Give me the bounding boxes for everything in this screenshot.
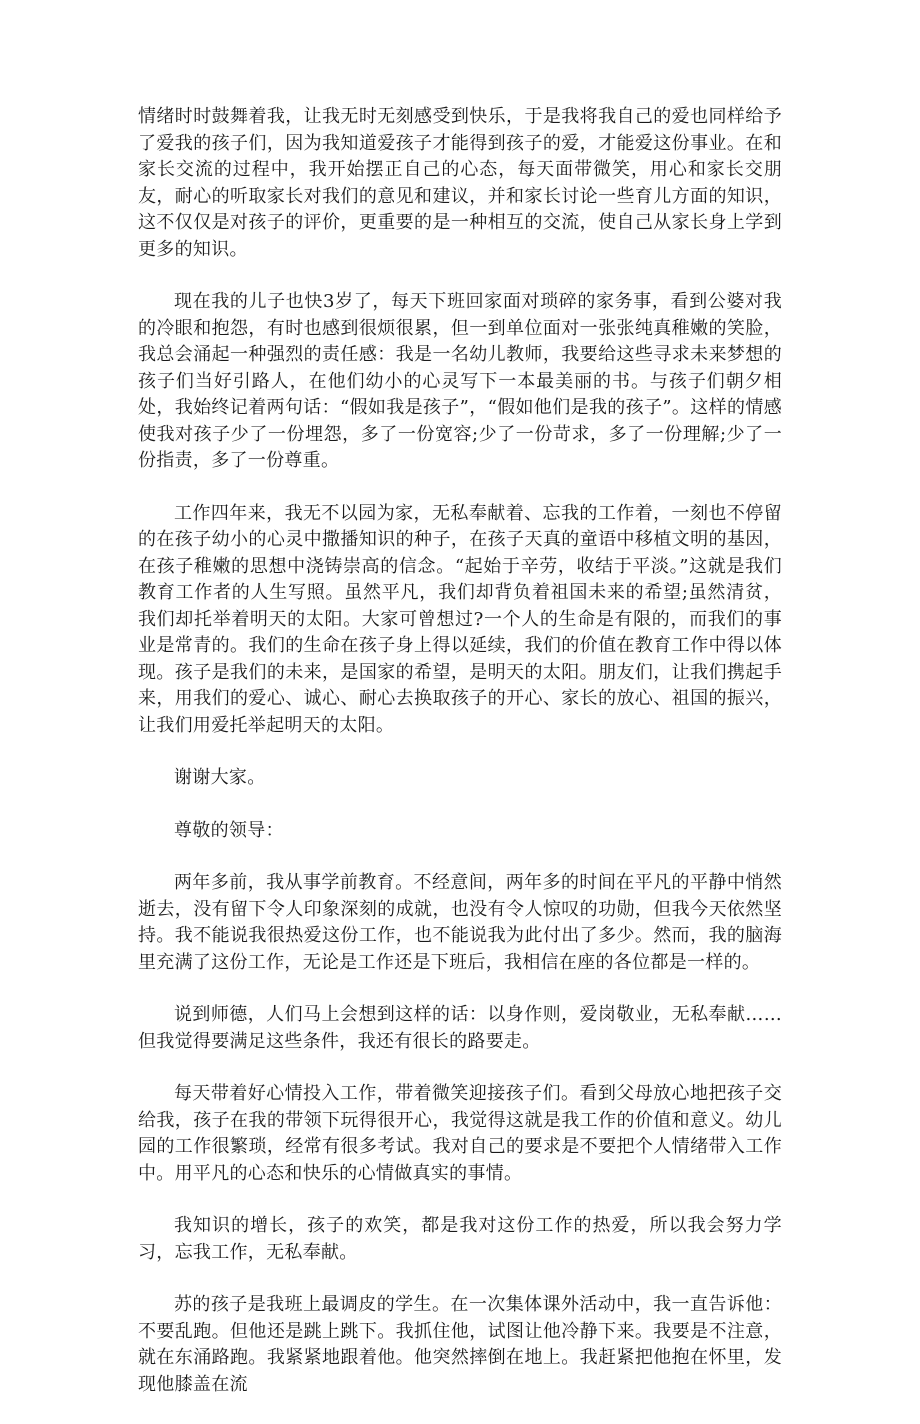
paragraph-thanks: 谢谢大家。 bbox=[174, 767, 266, 788]
paragraph-teacher-ethics: 说到师德，人们马上会想到这样的话：以身作则，爱岗敬业，无私奉献……但我觉得要满足这些条件，我还有很长的路要走。 bbox=[138, 1004, 782, 1052]
paragraph-continued: 情绪时时鼓舞着我，让我无时无刻感受到快乐，于是我将我自己的爱也同样给予了爱我的孩子们，因为我知道爱孩子才能得到孩子的爱，才能爱这份事业。在和家长交流的过程中，我开始摆正自己的心态，每天面带微笑，用心和家长交朋友，耐心的听取家长对我们的意见和建议，并和家长讨论一些育儿方面的知识，这不仅仅是对孩子的评价，更重要的是一种相互的交流，使自己从家长身上学到更多的知识。 bbox=[138, 106, 782, 260]
paragraph-knowledge-growth: 我知识的增长，孩子的欢笑，都是我对这份工作的热爱，所以我会努力学习，忘我工作，无私奉献。 bbox=[138, 1215, 782, 1263]
document-body bbox=[138, 104, 782, 1424]
paragraph-naughty-child: 苏的孩子是我班上最调皮的学生。在一次集体课外活动中，我一直告诉他：不要乱跑。但他还是跳上跳下。我抓住他，试图让他冷静下来。我要是不注意，就在东涌路跑。我紧紧地跟着他。他突然摔倒在地上。我赶紧把他抱在怀里，发现他膝盖在流 bbox=[138, 1294, 782, 1395]
paragraph-every-day: 每天带着好心情投入工作，带着微笑迎接孩子们。看到父母放心地把孩子交给我，孩子在我的带领下玩得很开心，我觉得这就是我工作的价值和意义。幼儿园的工作很繁琐，经常有很多考试。我对自己的要求是不要把个人情绪带入工作中。用平凡的心态和快乐的心情做真实的事情。 bbox=[138, 1083, 782, 1184]
paragraph-two-years: 两年多前，我从事学前教育。不经意间，两年多的时间在平凡的平静中悄然逝去，没有留下令人印象深刻的成就，也没有令人惊叹的功勋，但我今天依然坚持。我不能说我很热爱这份工作，也不能说我为此付出了多少。然而，我的脑海里充满了这份工作，无论是工作还是下班后，我相信在座的各位都是一样的。 bbox=[138, 872, 782, 973]
paragraph-four-years: 工作四年来，我无不以园为家，无私奉献着、忘我的工作着，一刻也不停留的在孩子幼小的心灵中撒播知识的种子，在孩子天真的童语中移植文明的基因，在孩子稚嫩的思想中浇铸崇高的信念。“起始于辛劳，收结于平淡。”这就是我们教育工作者的人生写照。虽然平凡，我们却背负着祖国未来的希望;虽然清贫，我们却托举着明天的太阳。大家可曾想过?一个人的生命是有限的，而我们的事业是常青的。我们的生命在孩子身上得以延续，我们的价值在教育工作中得以体现。孩子是我们的未来，是国家的希望，是明天的太阳。朋友们，让我们携起手来，用我们的爱心、诚心、耐心去换取孩子的开心、家长的放心、祖国的振兴，让我们用爱托举起明天的太阳。 bbox=[138, 502, 782, 736]
paragraph-son-three: 现在我的儿子也快3岁了，每天下班回家面对琐碎的家务事，看到公婆对我的冷眼和抱怨，有时也感到很烦很累，但一到单位面对一张张纯真稚嫩的笑脸，我总会涌起一种强烈的责任感：我是一名幼儿教师，我要给这些寻求未来梦想的孩子们当好引路人，在他们幼小的心灵写下一本最美丽的书。与孩子们朝夕相处，我始终记着两句话：“假如我是孩子”，“假如他们是我的孩子”。这样的情感使我对孩子少了一份埋怨，多了一份宽容;少了一份苛求，多了一份理解;少了一份指责，多了一份尊重。 bbox=[138, 291, 782, 471]
paragraph-salutation: 尊敬的领导： bbox=[174, 819, 284, 841]
